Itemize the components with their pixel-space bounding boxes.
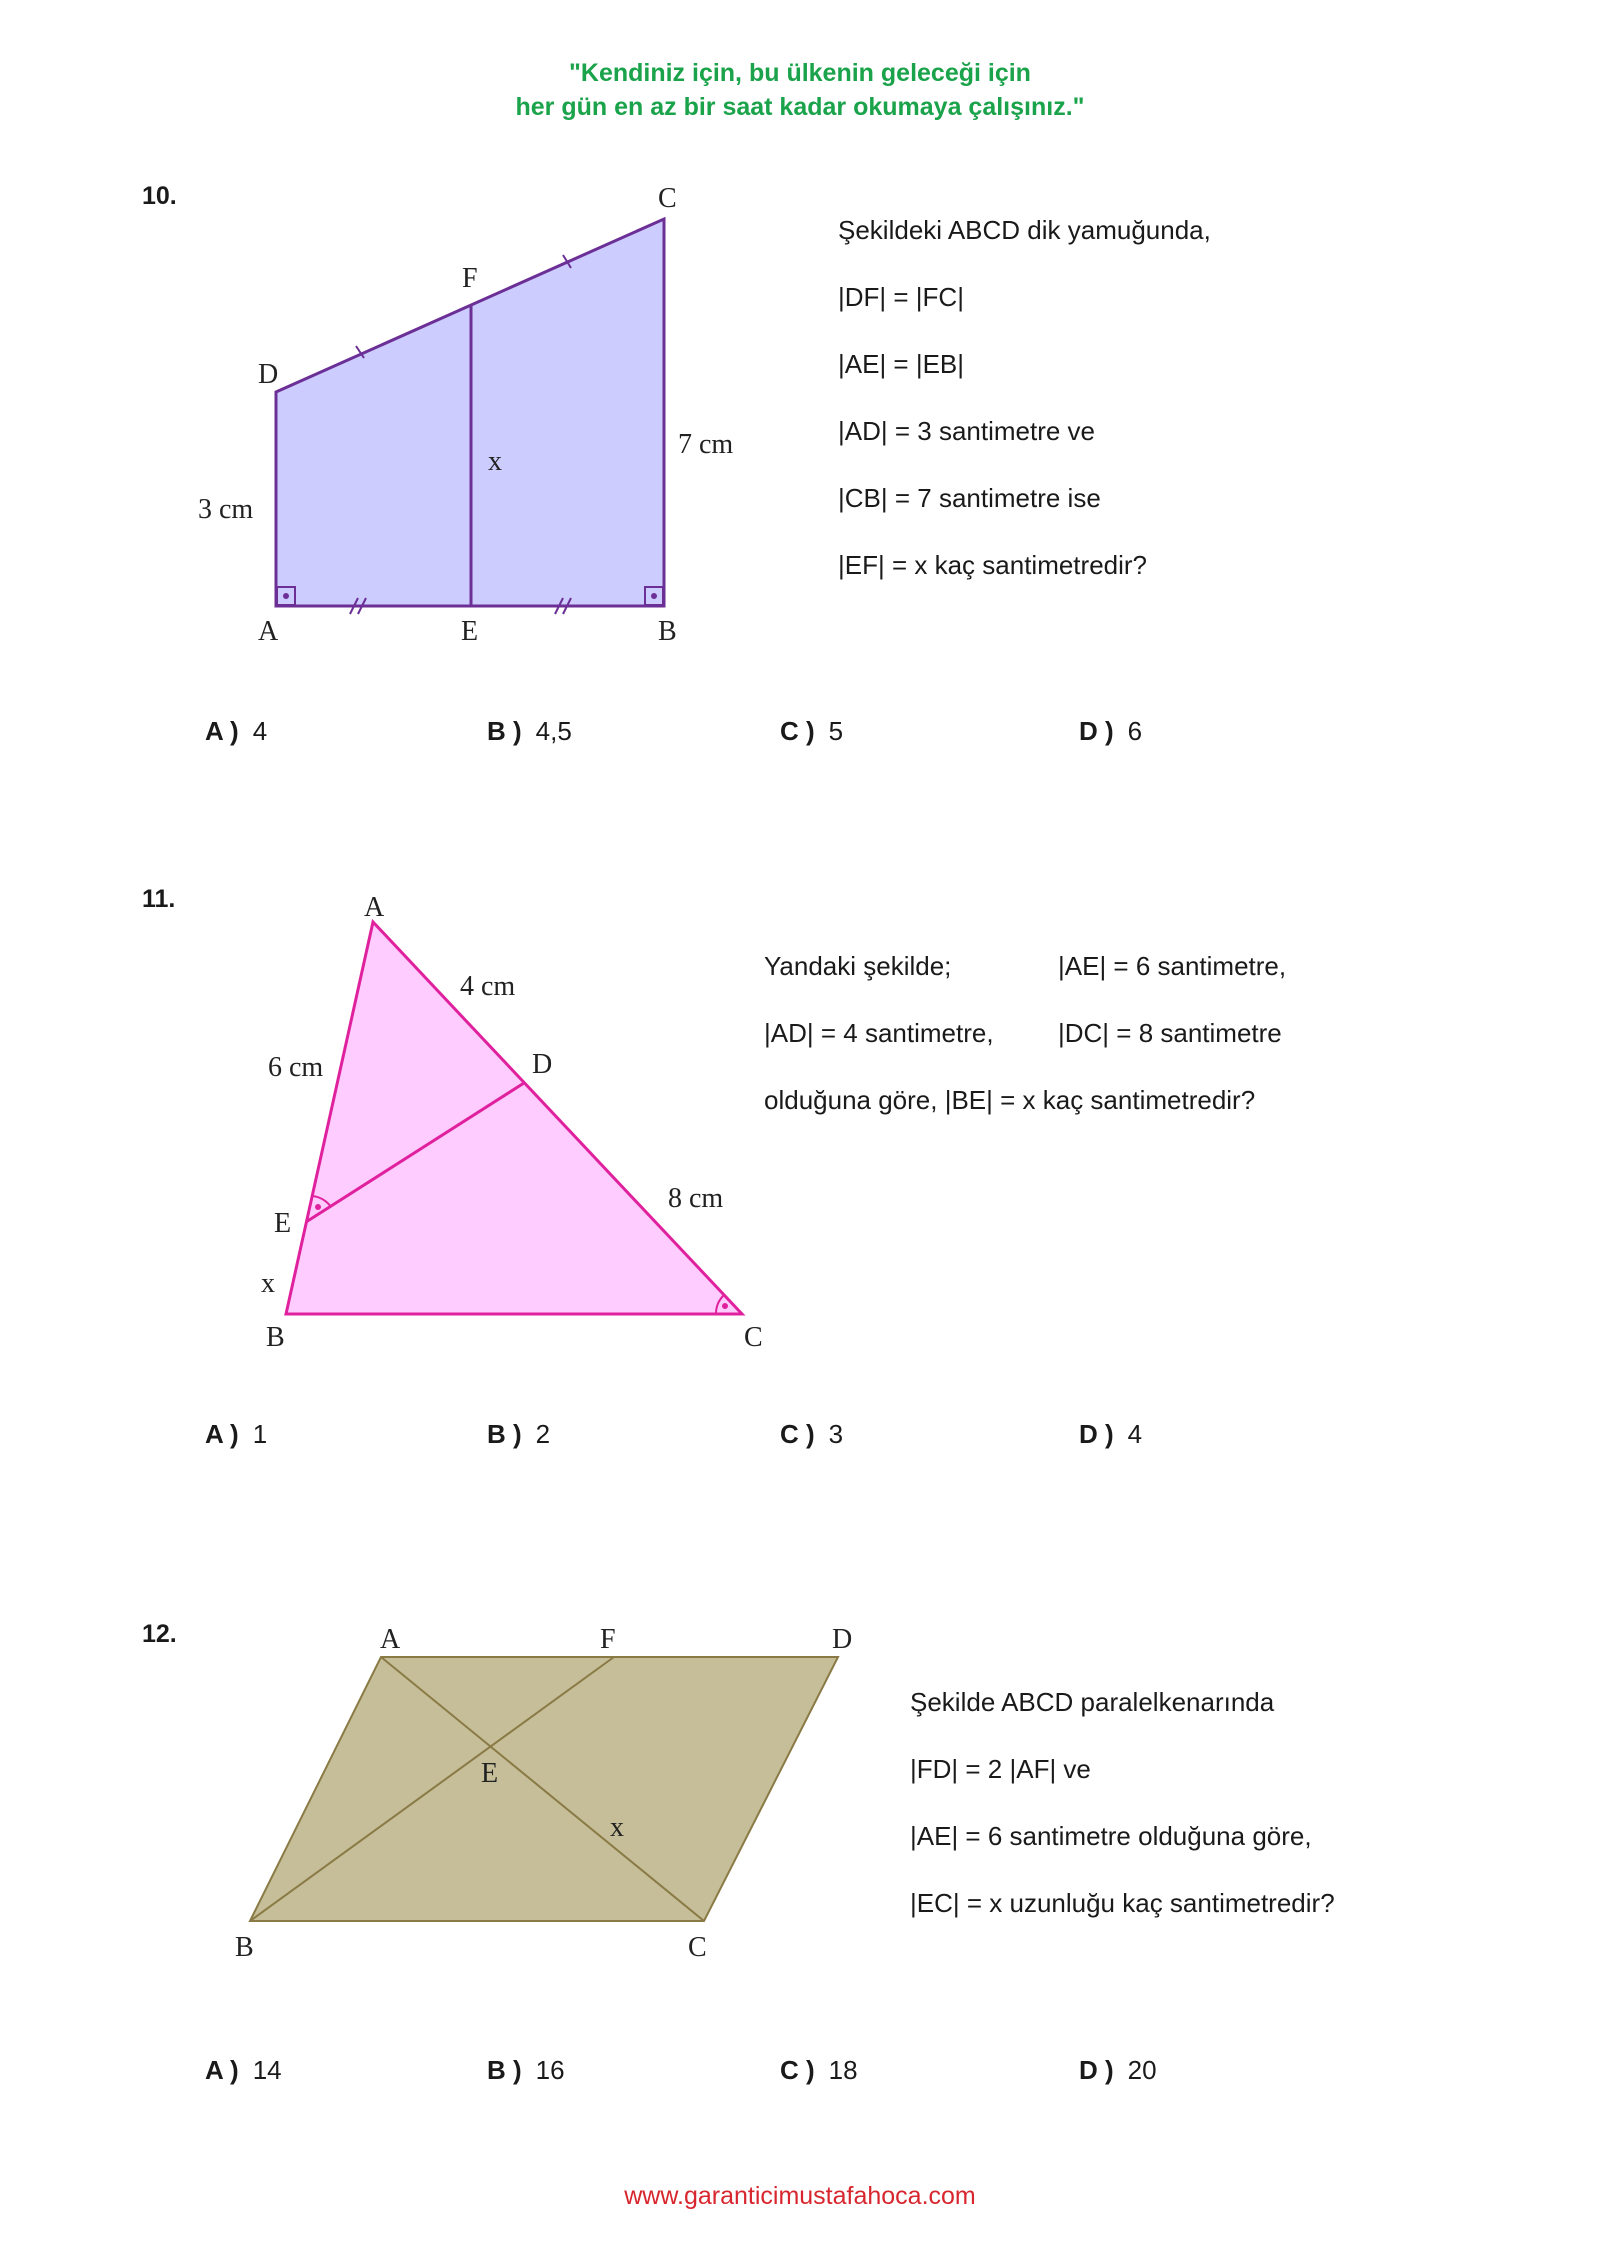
option-value: 4,5 <box>535 716 572 746</box>
option-label: A ) <box>205 2055 239 2085</box>
label-x: x <box>261 1268 275 1299</box>
label-8cm: 8 cm <box>668 1183 724 1214</box>
q11-option-b[interactable] <box>487 1419 550 1450</box>
right-angle-b-dot <box>651 593 657 599</box>
footer-website-link[interactable]: www.garanticimustafahoca.com <box>624 2182 976 2210</box>
q12-option-b[interactable] <box>487 2055 565 2086</box>
q10-option-d[interactable] <box>1079 716 1142 747</box>
label-c: C <box>658 183 677 214</box>
q11-line-1: Yandaki şekilde; <box>764 951 952 981</box>
option-value: 4 <box>1127 1419 1143 1449</box>
q10-option-b[interactable] <box>487 716 572 747</box>
label-e: E <box>274 1208 292 1239</box>
q11-line-5: olduğuna göre, |BE| = x kaç santimetredir? <box>764 1085 1256 1115</box>
label-e: E <box>461 616 479 647</box>
option-value: 1 <box>252 1419 268 1449</box>
label-b: B <box>658 616 677 647</box>
label-7cm: 7 cm <box>678 429 734 460</box>
option-label: D ) <box>1079 2055 1114 2085</box>
label-6cm: 6 cm <box>268 1052 324 1083</box>
option-value: 18 <box>828 2055 858 2085</box>
option-value: 16 <box>535 2055 565 2085</box>
label-x: x <box>610 1812 624 1843</box>
label-b: B <box>266 1322 285 1353</box>
q10-line-3: |AE| = |EB| <box>838 349 965 379</box>
q10-line-5: |CB| = 7 santimetre ise <box>838 483 1101 513</box>
q10-line-6: |EF| = x kaç santimetredir? <box>838 550 1148 580</box>
option-label: B ) <box>487 2055 522 2085</box>
option-label: C ) <box>780 1419 815 1449</box>
q11-option-d[interactable] <box>1079 1419 1142 1450</box>
question-11-number: 11. <box>142 885 176 913</box>
label-d: D <box>532 1049 553 1080</box>
q12-line-4: |EC| = x uzunluğu kaç santimetredir? <box>910 1888 1335 1918</box>
option-value: 2 <box>535 1419 551 1449</box>
q10-line-4: |AD| = 3 santimetre ve <box>838 416 1096 446</box>
q10-option-c[interactable] <box>780 716 843 747</box>
q12-line-2: |FD| = 2 |AF| ve <box>910 1754 1091 1784</box>
label-f: F <box>462 263 478 294</box>
label-c: C <box>744 1322 763 1353</box>
q10-option-a[interactable] <box>205 716 267 747</box>
option-label: C ) <box>780 2055 815 2085</box>
label-d: D <box>258 359 279 390</box>
option-label: A ) <box>205 1419 239 1449</box>
option-label: D ) <box>1079 1419 1114 1449</box>
q12-line-3: |AE| = 6 santimetre olduğuna göre, <box>910 1821 1312 1851</box>
label-b: B <box>235 1932 254 1963</box>
option-value: 20 <box>1127 2055 1157 2085</box>
option-label: C ) <box>780 716 815 746</box>
question-10-number: 10. <box>142 182 177 210</box>
q10-line-1: Şekildeki ABCD dik yamuğunda, <box>838 215 1211 245</box>
q11-line-2: |AE| = 6 santimetre, <box>1058 951 1287 981</box>
option-label: A ) <box>205 716 239 746</box>
parallelogram-abcd <box>250 1657 838 1921</box>
label-a: A <box>258 616 279 647</box>
q11-option-a[interactable] <box>205 1419 267 1450</box>
label-c: C <box>688 1932 707 1963</box>
option-value: 3 <box>828 1419 844 1449</box>
q11-line-4: |DC| = 8 santimetre <box>1058 1018 1282 1048</box>
label-3cm: 3 cm <box>198 494 254 525</box>
q12-option-a[interactable] <box>205 2055 282 2086</box>
q11-option-c[interactable] <box>780 1419 843 1450</box>
q12-option-c[interactable] <box>780 2055 858 2086</box>
q10-line-2: |DF| = |FC| <box>838 282 964 312</box>
option-label: B ) <box>487 1419 522 1449</box>
option-value: 14 <box>252 2055 282 2085</box>
label-f: F <box>600 1624 616 1655</box>
angle-dot-e <box>315 1204 321 1210</box>
q11-line-3: |AD| = 4 santimetre, <box>764 1018 994 1048</box>
label-x: x <box>488 446 502 477</box>
label-a: A <box>364 892 385 923</box>
q12-option-d[interactable] <box>1079 2055 1157 2086</box>
angle-dot-c <box>722 1303 728 1309</box>
right-angle-a-dot <box>283 593 289 599</box>
question-12-number: 12. <box>142 1620 177 1648</box>
quote-line-2: her gün en az bir saat kadar okumaya çalışınız." <box>515 93 1085 121</box>
label-d: D <box>832 1624 853 1655</box>
label-e: E <box>481 1758 499 1789</box>
option-value: 5 <box>828 716 844 746</box>
label-a: A <box>380 1624 401 1655</box>
label-4cm: 4 cm <box>460 971 516 1002</box>
quote-line-1: "Kendiniz için, bu ülkenin geleceği için <box>569 59 1031 87</box>
option-value: 6 <box>1127 716 1143 746</box>
q12-line-1: Şekilde ABCD paralelkenarında <box>910 1687 1275 1717</box>
option-value: 4 <box>252 716 268 746</box>
option-label: D ) <box>1079 716 1114 746</box>
option-label: B ) <box>487 716 522 746</box>
